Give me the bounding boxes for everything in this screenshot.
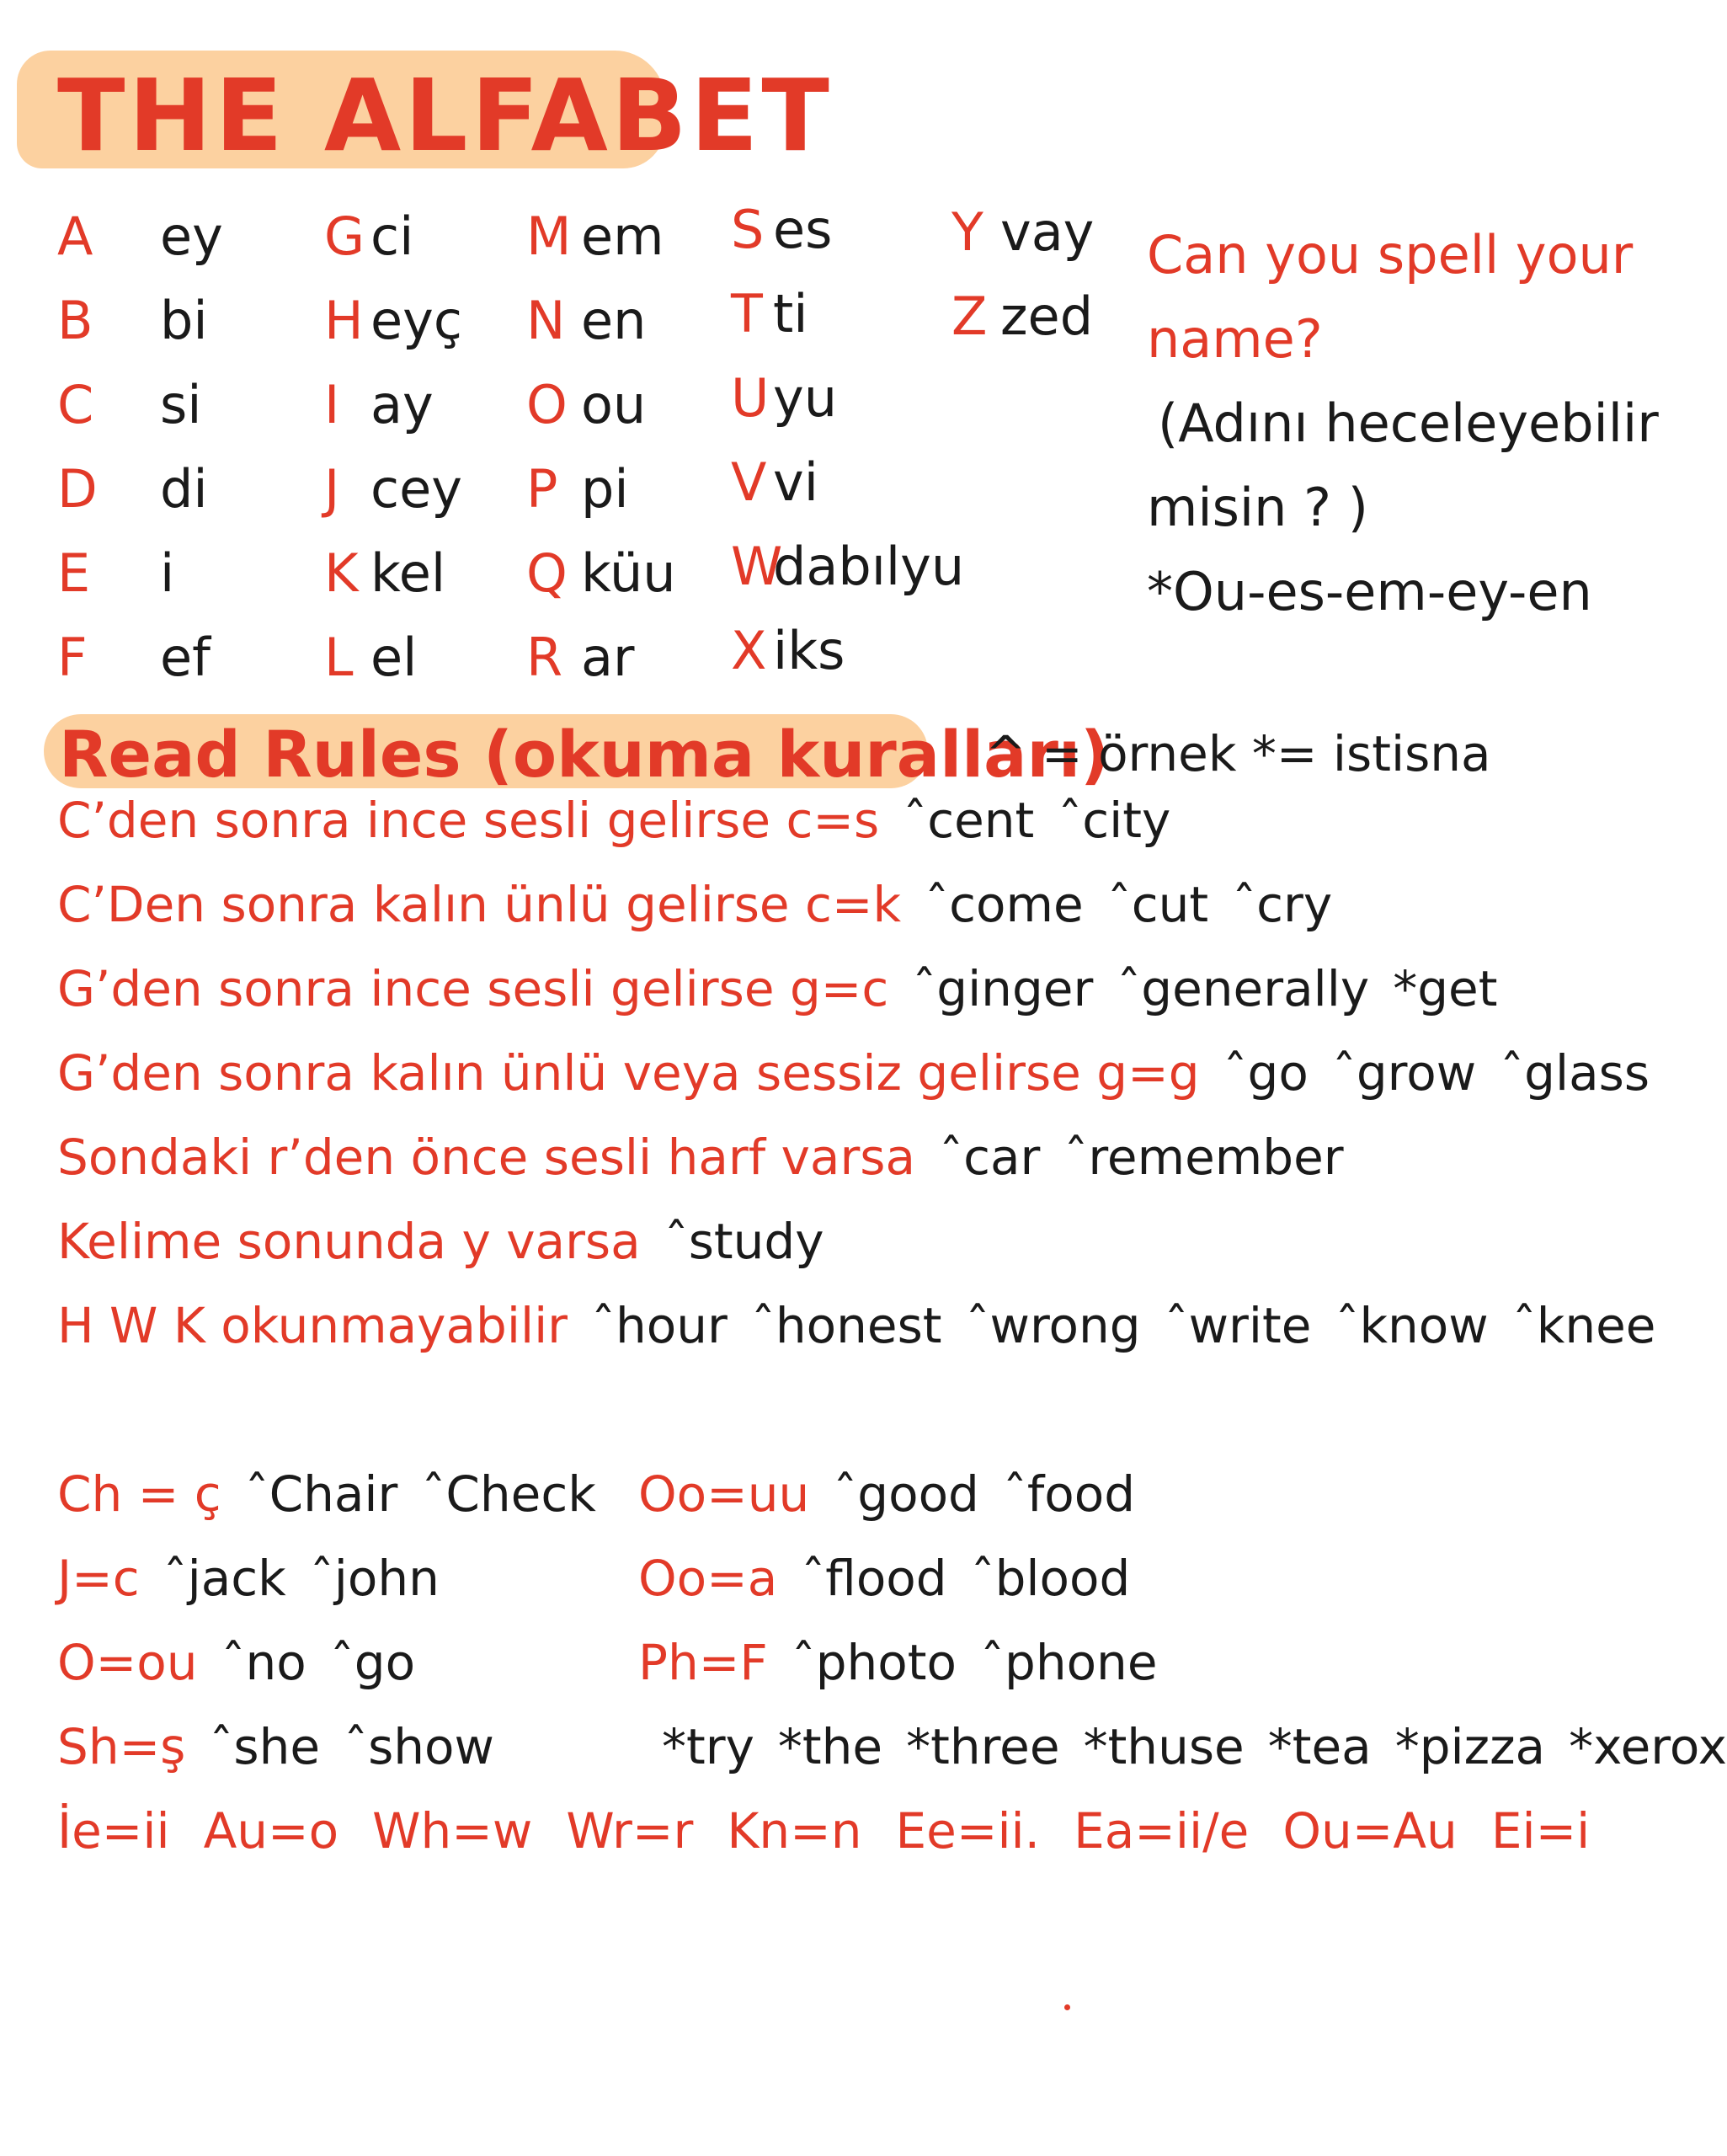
pronunciation-u: yu	[773, 367, 837, 429]
spell-translation-line2: misin ? )	[1147, 477, 1368, 538]
example-word: ˆgo	[329, 1634, 416, 1691]
letter-b: B	[57, 290, 93, 351]
pronunciation-i: ay	[370, 374, 434, 435]
example-word: *tea	[1267, 1718, 1372, 1775]
example-word: ˆgood	[833, 1465, 979, 1523]
example-word: *three	[906, 1718, 1060, 1775]
stray-dot	[1064, 2004, 1070, 2010]
letter-m: M	[526, 205, 572, 267]
letter-k: K	[324, 542, 359, 604]
rule-line	[57, 792, 1171, 849]
pronunciation-x: iks	[773, 620, 845, 681]
letter-i: I	[324, 374, 340, 435]
example-word: ˆjack	[163, 1550, 286, 1607]
example-word: ˆhour	[591, 1297, 728, 1354]
rule-line-text: Kelime sonunda y varsa	[57, 1213, 641, 1270]
pronunciation-y: vay	[1000, 201, 1095, 263]
combo-left-line	[57, 1550, 440, 1607]
example-word: ˆcome	[925, 876, 1084, 933]
legend: ^ = örnek *= istisna	[985, 725, 1491, 782]
example-word: ˆcry	[1232, 876, 1333, 933]
letter-pair: İe=ii	[57, 1802, 170, 1860]
letter-l: L	[324, 627, 354, 688]
letter-p: P	[526, 458, 558, 520]
read-rules-heading: Read Rules (okuma kuralları)	[59, 717, 1110, 792]
example-word: ˆjohn	[309, 1550, 440, 1607]
letter-d: D	[57, 458, 98, 520]
letter-h: H	[324, 290, 364, 351]
rule-line	[57, 1213, 824, 1270]
rule-line	[57, 1297, 1656, 1354]
example-word: ˆhonest	[750, 1297, 942, 1354]
pronunciation-v: vi	[773, 451, 818, 513]
example-word: ˆcity	[1058, 792, 1171, 849]
example-word: ˆcut	[1106, 876, 1209, 933]
pronunciation-d: di	[160, 458, 208, 520]
example-word: ˆwrong	[965, 1297, 1141, 1354]
combo-left-line	[57, 1634, 416, 1691]
letter-c: C	[57, 374, 94, 435]
letter-pair: Wr=r	[566, 1802, 694, 1860]
pronunciation-c: si	[160, 374, 202, 435]
combo-right-line	[638, 1550, 1131, 1607]
pronunciation-q: küu	[581, 542, 676, 604]
combo-left-line	[57, 1718, 494, 1775]
pronunciation-g: ci	[370, 205, 414, 267]
letter-a: A	[57, 205, 93, 267]
rule-line-text: H W K okunmayabilir	[57, 1297, 568, 1354]
example-word: ˆgrow	[1331, 1044, 1477, 1102]
rule-line-text: C’den sonra ince sesli gelirse c=s	[57, 792, 880, 849]
example-word: ˆphone	[980, 1634, 1158, 1691]
example-word: ˆblood	[970, 1550, 1131, 1607]
letter-v: V	[731, 451, 767, 513]
example-word: ˆstudy	[664, 1213, 824, 1270]
letter-y: Y	[951, 201, 983, 263]
combo-left-line-text: O=ou	[57, 1634, 198, 1691]
combo-left-line-text: Sh=ş	[57, 1718, 186, 1775]
pronunciation-f: ef	[160, 627, 211, 688]
letter-x: X	[731, 620, 767, 681]
letter-q: Q	[526, 542, 568, 604]
spell-translation-line1: (Adını heceleyebilir	[1158, 392, 1659, 454]
letter-r: R	[526, 627, 563, 688]
pronunciation-t: ti	[773, 283, 808, 344]
page-title: THE ALFABET	[57, 57, 833, 173]
example-word: ˆfood	[1002, 1465, 1136, 1523]
example-word: ˆknee	[1511, 1297, 1656, 1354]
example-word: ˆflood	[801, 1550, 947, 1607]
rule-line	[57, 876, 1333, 933]
rule-line-text: G’den sonra kalın ünlü veya sessiz gelirse g=g	[57, 1044, 1200, 1102]
pronunciation-z: zed	[1000, 286, 1094, 347]
example-word: ˆphoto	[791, 1634, 957, 1691]
example-word: *the	[777, 1718, 883, 1775]
pronunciation-l: el	[370, 627, 418, 688]
example-word: ˆCheck	[421, 1465, 596, 1523]
rule-line	[57, 1129, 1344, 1186]
example-word: ˆginger	[912, 960, 1094, 1017]
letter-pair: Kn=n	[727, 1802, 862, 1860]
combo-right-line-text: Oo=a	[638, 1550, 778, 1607]
example-word: ˆno	[221, 1634, 306, 1691]
letter-j: J	[324, 458, 340, 520]
pronunciation-p: pi	[581, 458, 629, 520]
example-word: ˆcar	[939, 1129, 1041, 1186]
spell-question-line1: Can you spell your	[1147, 224, 1634, 286]
pronunciation-m: em	[581, 205, 664, 267]
example-word: ˆshe	[209, 1718, 321, 1775]
combo-right-line	[638, 1718, 1727, 1775]
combo-right-line	[638, 1465, 1136, 1523]
letter-t: T	[731, 283, 763, 344]
bottom-pairs-line	[57, 1802, 1591, 1860]
letter-n: N	[526, 290, 566, 351]
pronunciation-r: ar	[581, 627, 635, 688]
rule-line	[57, 960, 1498, 1017]
combo-left-line	[57, 1465, 596, 1523]
pronunciation-j: cey	[370, 458, 462, 520]
pronunciation-o: ou	[581, 374, 647, 435]
letter-e: E	[57, 542, 91, 604]
example-word: *xerox	[1569, 1718, 1727, 1775]
combo-left-line-text: J=c	[57, 1550, 140, 1607]
pronunciation-b: bi	[160, 290, 208, 351]
letter-pair: Au=o	[203, 1802, 339, 1860]
example-word: ˆremember	[1063, 1129, 1344, 1186]
pronunciation-a: ey	[160, 205, 223, 267]
rule-line-text: G’den sonra ince sesli gelirse g=c	[57, 960, 889, 1017]
rule-line	[57, 1044, 1650, 1102]
letter-f: F	[57, 627, 88, 688]
pronunciation-e: i	[160, 542, 175, 604]
letter-u: U	[731, 367, 770, 429]
letter-pair: Ei=i	[1490, 1802, 1591, 1860]
combo-left-line-text: Ch = ç	[57, 1465, 221, 1523]
combo-right-line-text: Oo=uu	[638, 1465, 810, 1523]
combo-right-line-text: Ph=F	[638, 1634, 768, 1691]
spell-example: *Ou-es-em-ey-en	[1147, 561, 1592, 622]
pronunciation-s: es	[773, 199, 833, 260]
example-word: *thuse	[1083, 1718, 1245, 1775]
example-word: ˆknow	[1335, 1297, 1489, 1354]
example-word: ˆcent	[903, 792, 1035, 849]
spell-question-line2: name?	[1147, 308, 1323, 370]
example-word: ˆChair	[244, 1465, 398, 1523]
rule-line-text: Sondaki r’den önce sesli harf varsa	[57, 1129, 916, 1186]
example-word: *get	[1393, 960, 1498, 1017]
pronunciation-w: dabılyu	[773, 536, 965, 597]
letter-pair: Wh=w	[372, 1802, 533, 1860]
letter-pair: Ou=Au	[1282, 1802, 1458, 1860]
letter-s: S	[731, 199, 765, 260]
pronunciation-n: en	[581, 290, 647, 351]
letter-pair: Ea=ii/e	[1074, 1802, 1250, 1860]
example-word: ˆgenerally	[1117, 960, 1370, 1017]
letter-pair: Ee=ii.	[895, 1802, 1041, 1860]
letter-z: Z	[951, 286, 988, 347]
letter-o: O	[526, 374, 568, 435]
example-word: *try	[662, 1718, 754, 1775]
rule-line-text: C’Den sonra kalın ünlü gelirse c=k	[57, 876, 902, 933]
example-word: *pizza	[1394, 1718, 1546, 1775]
example-word: ˆshow	[344, 1718, 494, 1775]
example-word: ˆglass	[1500, 1044, 1650, 1102]
combo-right-line	[638, 1634, 1158, 1691]
letter-w: W	[731, 536, 783, 597]
example-word: ˆwrite	[1164, 1297, 1312, 1354]
example-word: ˆgo	[1223, 1044, 1309, 1102]
pronunciation-h: eyç	[370, 290, 462, 351]
letter-g: G	[324, 205, 365, 267]
pronunciation-k: kel	[370, 542, 446, 604]
